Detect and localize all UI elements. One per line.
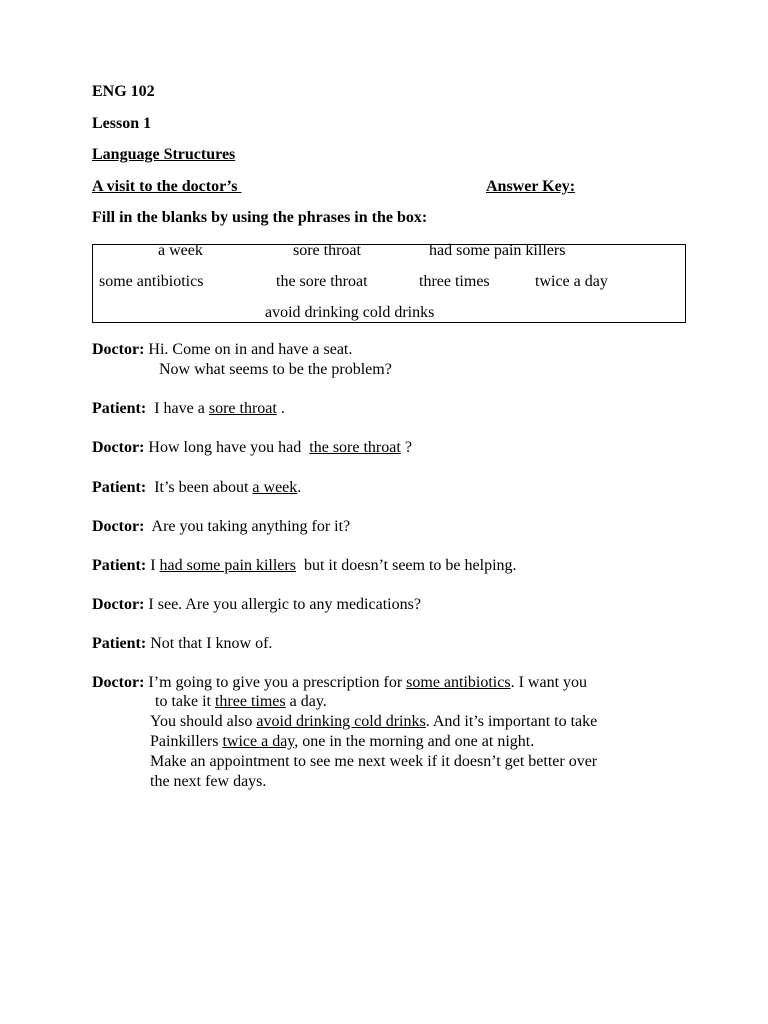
phrase-antibiotics: some antibiotics: [99, 273, 204, 290]
speaker-label: Doctor:: [92, 341, 145, 358]
speaker-label: Patient:: [92, 400, 147, 417]
course-code: ENG 102: [92, 83, 155, 100]
dialogue-text: .: [276, 400, 285, 417]
dialogue-line: [92, 673, 587, 693]
dialogue-line: Make an appointment to see me next week if it doesn’t get better over: [150, 753, 598, 770]
speaker-label: Patient:: [92, 479, 147, 496]
phrase-sore-throat: sore throat: [293, 242, 361, 259]
answer-blank: twice a day: [222, 733, 295, 750]
dialogue-line: [92, 517, 350, 537]
dialogue-text: Painkillers: [150, 733, 223, 750]
dialogue-text: ?: [400, 439, 412, 456]
lesson-title: Lesson 1: [92, 115, 152, 132]
dialogue-text: but it doesn’t seem to be helping.: [295, 557, 517, 574]
dialogue-line: [92, 634, 272, 654]
dialogue-text: It’s been about: [146, 479, 253, 496]
dialogue-text: You should also: [150, 713, 257, 730]
answer-blank: sore throat: [208, 400, 277, 417]
dialogue-text: I’m going to give you a prescription for: [144, 674, 407, 691]
dialogue-line: [92, 595, 421, 615]
dialogue-line: [92, 556, 517, 576]
dialogue-line: [92, 399, 285, 419]
dialogue-text: Not that I know of.: [146, 635, 273, 652]
dialogue-text: to take it: [155, 693, 215, 710]
phrase-avoid-cold-drinks: avoid drinking cold drinks: [265, 304, 435, 321]
dialogue-line: [155, 692, 327, 712]
answer-blank: avoid drinking cold drinks: [256, 713, 426, 730]
answer-blank: a week: [252, 479, 298, 496]
speaker-label: Doctor:: [92, 674, 145, 691]
dialogue-text: . I want you: [510, 674, 588, 691]
phrase-the-sore-throat: the sore throat: [276, 273, 368, 290]
dialogue-text: , one in the morning and one at night.: [294, 733, 535, 750]
dialogue-text: a day.: [285, 693, 327, 710]
answer-blank: had some pain killers: [159, 557, 296, 574]
answer-blank: three times: [214, 693, 286, 710]
topic-title: A visit to the doctor’s: [92, 178, 242, 195]
dialogue-text: Are you taking anything for it?: [144, 518, 351, 535]
speaker-label: Doctor:: [92, 518, 145, 535]
speaker-label: Patient:: [92, 635, 147, 652]
dialogue-line: the next few days.: [150, 773, 267, 790]
dialogue-line: [92, 438, 412, 458]
answer-blank: the sore throat: [309, 439, 401, 456]
dialogue-text: How long have you had: [144, 439, 310, 456]
dialogue-text: I: [146, 557, 160, 574]
dialogue-line: Now what seems to be the problem?: [159, 361, 392, 378]
speaker-label: Doctor:: [92, 439, 145, 456]
dialogue-line: [92, 340, 352, 360]
dialogue-text: .: [297, 479, 302, 496]
dialogue-text: I see. Are you allergic to any medications?: [144, 596, 421, 613]
answer-blank: some antibiotics: [406, 674, 511, 691]
dialogue-text: Hi. Come on in and have a seat.: [144, 341, 353, 358]
speaker-label: Doctor:: [92, 596, 145, 613]
phrase-three-times: three times: [419, 273, 490, 290]
answer-key-label: Answer Key:: [486, 178, 576, 195]
dialogue-text: I have a: [146, 400, 209, 417]
phrase-twice-a-day: twice a day: [535, 273, 608, 290]
dialogue-line: [92, 478, 301, 498]
section-title: Language Structures: [92, 146, 236, 163]
dialogue-line: [150, 732, 534, 752]
phrase-pain-killers: had some pain killers: [429, 242, 566, 259]
speaker-label: Patient:: [92, 557, 147, 574]
phrase-a-week: a week: [158, 242, 203, 259]
dialogue-line: [150, 712, 597, 732]
instruction-text: Fill in the blanks by using the phrases in the box:: [92, 209, 428, 226]
dialogue-text: . And it’s important to take: [425, 713, 598, 730]
